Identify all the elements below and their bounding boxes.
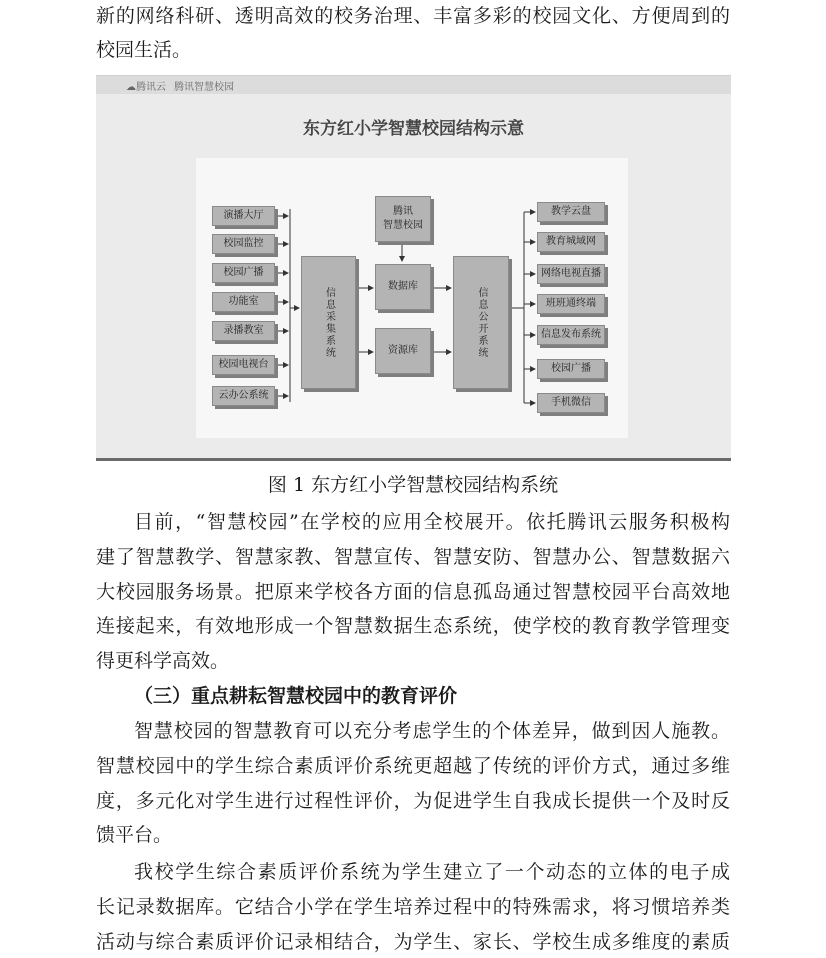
paragraph-line: 目前，“智慧校园”在学校的应用全校展开。依托腾讯云服务积极构: [134, 511, 730, 533]
paragraph-line: 智慧校园中的学生综合素质评价系统更超越了传统的评价方式，通过多维: [96, 755, 730, 777]
tencent-campus-logo: 腾讯智慧校园: [174, 82, 234, 93]
smart-campus-label: 智慧校园: [383, 220, 423, 231]
paragraph-line: 活动与综合素质评价记录相结合，为学生、家长、学校生成多维度的素质: [96, 931, 730, 953]
output-node: 信息发布系统: [537, 325, 605, 345]
paragraph-line: 度，多元化对学生进行过程性评价，为促进学生自我成长提供一个及时反: [96, 790, 730, 812]
tencent-smart-campus-node: [375, 196, 431, 242]
paragraph-line: 馈平台。: [96, 824, 173, 846]
input-node: 校园电视台: [212, 355, 275, 375]
output-node: 教育城域网: [537, 232, 605, 252]
info-collect-system: [301, 256, 356, 389]
input-node: 功能室: [212, 292, 275, 312]
database-node: 数据库: [375, 264, 431, 310]
info-collect-label: 信息采集系统: [323, 286, 335, 359]
resource-library-node: 资源库: [375, 328, 431, 374]
paragraph-line: 校园生活。: [96, 39, 192, 61]
paragraph-line: 大校园服务场景。把原来学校各方面的信息孤岛通过智慧校园平台高效地: [96, 581, 730, 603]
tencent-label: 腾讯: [393, 206, 413, 217]
info-publish-label: 信息公开系统: [476, 286, 487, 359]
paragraph-line: 得更科学高效。: [96, 650, 230, 672]
input-node: 演播大厅: [212, 206, 275, 226]
figure-caption: 图 1 东方红小学智慧校园结构系统: [267, 474, 559, 496]
input-node: 校园广播: [212, 263, 275, 283]
input-node: 校园监控: [212, 234, 275, 254]
paragraph-line: 新的网络科研、透明高效的校务治理、丰富多彩的校园文化、方便周到的: [96, 5, 730, 27]
output-node: 教学云盘: [537, 202, 605, 222]
input-node: 录播教室: [212, 321, 275, 341]
output-node: 网络电视直播: [537, 264, 605, 284]
paragraph-line: 连接起来，有效地形成一个智慧数据生态系统，使学校的教育教学管理变: [96, 615, 730, 637]
paragraph-line: 我校学生综合素质评价系统为学生建立了一个动态的立体的电子成: [134, 861, 730, 883]
input-node: 云办公系统: [212, 386, 275, 406]
paragraph-line: 长记录数据库。它结合小学在学生培养过程中的特殊需求，将习惯培养类: [96, 896, 730, 918]
output-node: 班班通终端: [537, 294, 605, 314]
paragraph-line: 智慧校园的智慧教育可以充分考虑学生的个体差异，做到因人施教。: [134, 720, 730, 742]
info-publish-system: [453, 256, 509, 389]
output-node: 校园广播: [537, 359, 605, 379]
output-node: 手机微信: [537, 393, 605, 413]
tencent-cloud-logo: ☁腾讯云: [126, 82, 166, 93]
section-heading: （三）重点耕耘智慧校园中的教育评价: [134, 685, 458, 707]
structure-figure: [96, 75, 731, 461]
figure-title: 东方红小学智慧校园结构示意: [303, 119, 524, 139]
paragraph-line: 建了智慧教学、智慧家教、智慧宣传、智慧安防、智慧办公、智慧数据六: [96, 546, 730, 568]
